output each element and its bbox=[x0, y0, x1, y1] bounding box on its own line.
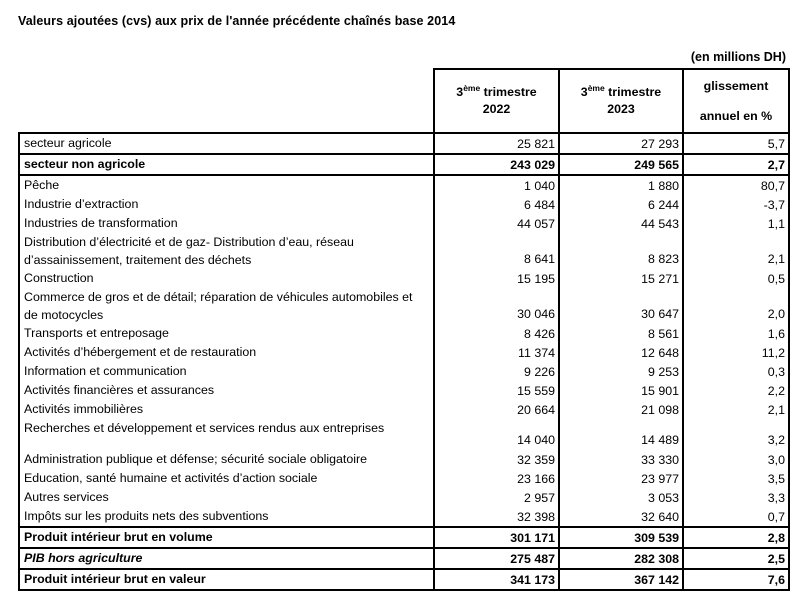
row-value-2023: 1 880 bbox=[559, 175, 683, 195]
table-row bbox=[19, 269, 789, 288]
row-label: Activités financières et assurances bbox=[19, 381, 434, 400]
header-col-2023-ordinal: 3 bbox=[580, 85, 588, 100]
header-col-2022-quarter bbox=[439, 84, 554, 101]
row-value-2023: 33 330 bbox=[559, 450, 683, 469]
row-value-variation: 2,5 bbox=[683, 548, 789, 569]
table-row bbox=[19, 195, 789, 214]
table-row bbox=[19, 343, 789, 362]
table-row bbox=[19, 175, 789, 195]
row-label: secteur agricole bbox=[19, 133, 434, 154]
row-value-2023: 309 539 bbox=[559, 527, 683, 548]
row-value-2023: 9 253 bbox=[559, 362, 683, 381]
row-label: Impôts sur les produits nets des subventions bbox=[19, 507, 434, 527]
row-value-2023: 15 271 bbox=[559, 269, 683, 288]
table-row bbox=[19, 450, 789, 469]
row-value-variation: 2,1 bbox=[683, 400, 789, 419]
table-row bbox=[19, 214, 789, 233]
row-value-2023: 249 565 bbox=[559, 154, 683, 175]
row-value-2022: 341 173 bbox=[434, 569, 559, 590]
table-row bbox=[19, 362, 789, 381]
row-value-2022: 32 398 bbox=[434, 507, 559, 527]
row-value-variation: 5,7 bbox=[683, 133, 789, 154]
row-value-2022: 23 166 bbox=[434, 469, 559, 488]
row-value-2023: 367 142 bbox=[559, 569, 683, 590]
row-value-2022: 1 040 bbox=[434, 175, 559, 195]
table-row bbox=[19, 507, 789, 527]
row-value-variation: -3,7 bbox=[683, 195, 789, 214]
row-value-2022: 44 057 bbox=[434, 214, 559, 233]
row-value-2023: 32 640 bbox=[559, 507, 683, 527]
row-value-2023: 23 977 bbox=[559, 469, 683, 488]
header-col-2023-word: trimestre bbox=[604, 85, 662, 100]
row-label: Industries de transformation bbox=[19, 214, 434, 233]
row-value-variation: 0,3 bbox=[683, 362, 789, 381]
row-value-variation: 2,8 bbox=[683, 527, 789, 548]
table-row bbox=[19, 569, 789, 590]
row-value-2022: 8 641 bbox=[434, 233, 559, 269]
row-value-2022: 2 957 bbox=[434, 488, 559, 507]
row-value-2022: 30 046 bbox=[434, 288, 559, 324]
header-col-2023 bbox=[559, 69, 683, 133]
row-value-variation: 2,0 bbox=[683, 288, 789, 324]
row-label: Transports et entreposage bbox=[19, 324, 434, 343]
header-col-variation bbox=[683, 69, 789, 133]
table-row bbox=[19, 154, 789, 175]
row-value-variation: 0,5 bbox=[683, 269, 789, 288]
header-col-2022-year: 2022 bbox=[482, 102, 511, 116]
table-body bbox=[19, 133, 789, 590]
row-value-2022: 15 195 bbox=[434, 269, 559, 288]
row-label: PIB hors agriculture bbox=[19, 548, 434, 569]
header-col-2022-word: trimestre bbox=[480, 85, 537, 100]
row-label: Autres services bbox=[19, 488, 434, 507]
row-label: Administration publique et défense; sécurité sociale obligatoire bbox=[19, 450, 434, 469]
row-value-variation: 11,2 bbox=[683, 343, 789, 362]
row-label: secteur non agricole bbox=[19, 154, 434, 175]
table-row bbox=[19, 324, 789, 343]
row-value-variation: 0,7 bbox=[683, 507, 789, 527]
row-value-2022: 14 040 bbox=[434, 419, 559, 450]
row-value-2022: 32 359 bbox=[434, 450, 559, 469]
row-value-variation: 80,7 bbox=[683, 175, 789, 195]
header-col-variation-line2: annuel en % bbox=[699, 108, 773, 123]
header-col-variation-line1: glissement bbox=[703, 78, 769, 93]
header-col-2023-year: 2023 bbox=[607, 102, 635, 116]
row-label: Activités immobilières bbox=[19, 400, 434, 419]
row-value-2023: 6 244 bbox=[559, 195, 683, 214]
row-value-2023: 8 561 bbox=[559, 324, 683, 343]
row-value-variation: 2,2 bbox=[683, 381, 789, 400]
row-value-2023: 282 308 bbox=[559, 548, 683, 569]
row-value-variation: 3,2 bbox=[683, 419, 789, 450]
header-label-blank bbox=[19, 69, 434, 133]
row-value-2023: 27 293 bbox=[559, 133, 683, 154]
row-value-2022: 6 484 bbox=[434, 195, 559, 214]
row-label: Distribution d’électricité et de gaz- Distribution d’eau, réseau d’assainissement, traitement des déchets bbox=[19, 233, 434, 269]
table-row bbox=[19, 488, 789, 507]
row-value-2022: 8 426 bbox=[434, 324, 559, 343]
row-label: Construction bbox=[19, 269, 434, 288]
row-value-variation: 3,5 bbox=[683, 469, 789, 488]
table-row bbox=[19, 548, 789, 569]
row-value-2022: 20 664 bbox=[434, 400, 559, 419]
units-note: (en millions DH) bbox=[690, 50, 786, 64]
row-label: Activités d’hébergement et de restauration bbox=[19, 343, 434, 362]
table-row bbox=[19, 400, 789, 419]
table-row bbox=[19, 288, 789, 324]
header-row bbox=[19, 69, 789, 133]
row-label: Information et communication bbox=[19, 362, 434, 381]
row-label: Produit intérieur brut en valeur bbox=[19, 569, 434, 590]
row-value-2022: 301 171 bbox=[434, 527, 559, 548]
page-title: Valeurs ajoutées (cvs) aux prix de l'année précédente chaînés base 2014 bbox=[18, 14, 456, 28]
header-col-2022-ordinal: 3 bbox=[456, 85, 464, 100]
row-value-2023: 15 901 bbox=[559, 381, 683, 400]
row-value-variation: 7,6 bbox=[683, 569, 789, 590]
header-col-2022 bbox=[434, 69, 559, 133]
row-value-2022: 11 374 bbox=[434, 343, 559, 362]
row-label: Industrie d’extraction bbox=[19, 195, 434, 214]
row-value-variation: 2,7 bbox=[683, 154, 789, 175]
row-value-variation: 3,3 bbox=[683, 488, 789, 507]
header-col-2022-ordinal-suffix: ème bbox=[463, 83, 481, 94]
row-value-2023: 3 053 bbox=[559, 488, 683, 507]
row-value-variation: 1,6 bbox=[683, 324, 789, 343]
table-row bbox=[19, 469, 789, 488]
row-value-2023: 44 543 bbox=[559, 214, 683, 233]
row-label: Pêche bbox=[19, 175, 434, 195]
row-label: Commerce de gros et de détail; réparation de véhicules automobiles et de motocycles bbox=[19, 288, 434, 324]
table-row bbox=[19, 419, 789, 450]
row-label: Produit intérieur brut en volume bbox=[19, 527, 434, 548]
table-header bbox=[19, 69, 789, 133]
table-row bbox=[19, 133, 789, 154]
row-value-2023: 8 823 bbox=[559, 233, 683, 269]
row-label: Education, santé humaine et activités d’action sociale bbox=[19, 469, 434, 488]
row-value-variation: 3,0 bbox=[683, 450, 789, 469]
value-added-table-container bbox=[18, 68, 788, 591]
row-value-2022: 275 487 bbox=[434, 548, 559, 569]
table-row bbox=[19, 233, 789, 269]
row-value-variation: 1,1 bbox=[683, 214, 789, 233]
row-value-2022: 9 226 bbox=[434, 362, 559, 381]
row-value-2023: 30 647 bbox=[559, 288, 683, 324]
header-col-2023-ordinal-suffix: ème bbox=[587, 83, 605, 94]
row-value-2023: 12 648 bbox=[559, 343, 683, 362]
row-label: Recherches et développement et services rendus aux entreprises bbox=[19, 419, 434, 450]
table-row bbox=[19, 527, 789, 548]
row-value-2022: 243 029 bbox=[434, 154, 559, 175]
header-col-2023-quarter bbox=[564, 84, 678, 101]
row-value-variation: 2,1 bbox=[683, 233, 789, 269]
row-value-2023: 14 489 bbox=[559, 419, 683, 450]
row-value-2023: 21 098 bbox=[559, 400, 683, 419]
row-value-2022: 15 559 bbox=[434, 381, 559, 400]
row-value-2022: 25 821 bbox=[434, 133, 559, 154]
value-added-table bbox=[18, 68, 790, 591]
table-row bbox=[19, 381, 789, 400]
